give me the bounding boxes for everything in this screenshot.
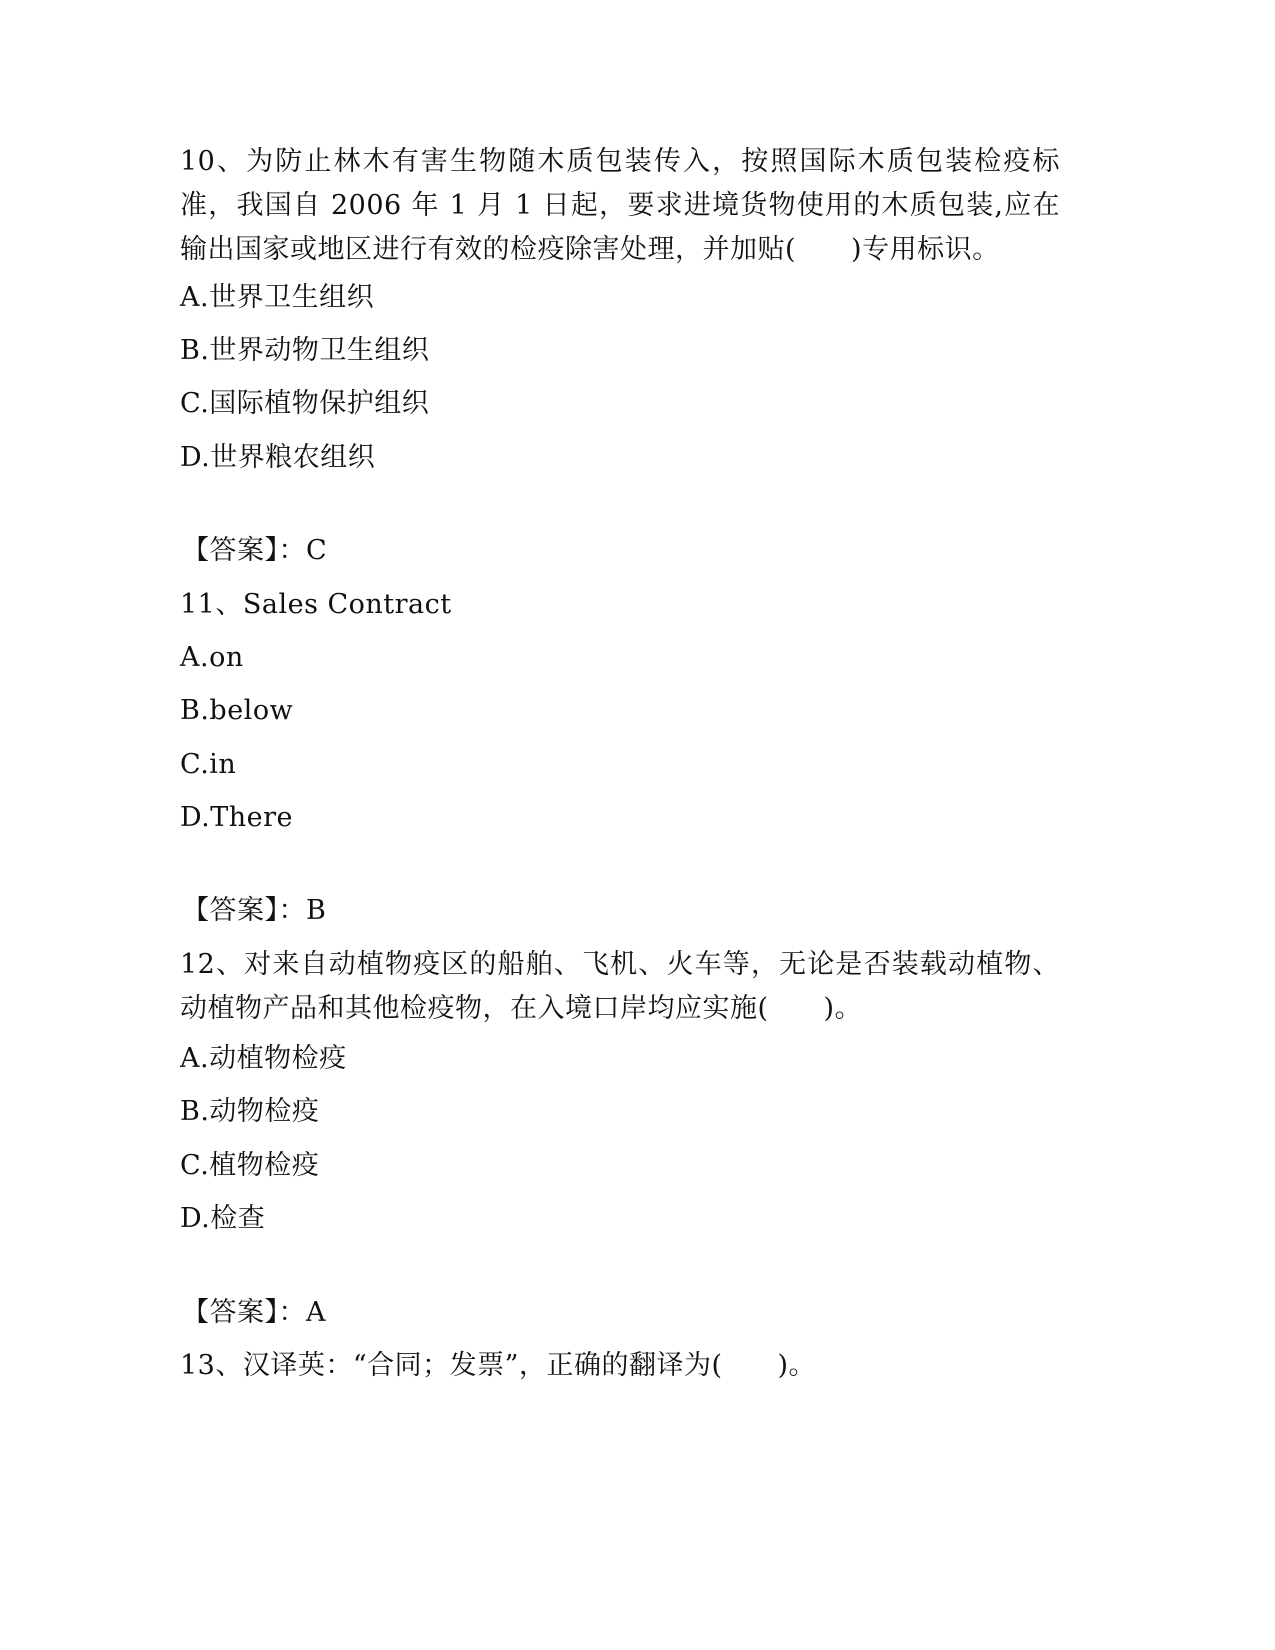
question-12-option-d: D.检查 [180,1203,266,1234]
question-10-answer: 【答案】：C [182,535,328,566]
question-13-stem: 13、汉译英：“合同；发票”，正确的翻译为( )。 [180,1350,817,1381]
question-11-stem: 11、Sales Contract [180,589,452,620]
question-11-option-d: D.There [180,802,294,833]
question-12-option-a: A.动植物检疫 [180,1043,347,1074]
question-12-option-c: C.植物检疫 [180,1150,320,1181]
question-10-option-b: B.世界动物卫生组织 [180,335,430,366]
question-12-stem: 12、对来自动植物疫区的船舶、飞机、火车等，无论是否装载动植物、动植物产品和其他检疫物，在入境口岸均应实施( )。 [180,949,1060,1024]
question-10-stem: 10、为防止林木有害生物随木质包装传入，按照国际木质包装检疫标准，我国自 2006 年 1 月 1 日起，要求进境货物使用的木质包装,应在输出国家或地区进行有效的检疫除害处理，并加贴( )专用标识。 [180,146,1060,265]
question-11-option-b: B.below [180,695,294,726]
question-12-answer: 【答案】：A [182,1297,326,1328]
question-10-option-c: C.国际植物保护组织 [180,388,430,419]
question-11-answer: 【答案】：B [182,895,327,926]
question-10-option-a: A.世界卫生组织 [180,282,375,313]
question-12-option-b: B.动物检疫 [180,1096,320,1127]
question-11-option-a: A.on [180,642,244,673]
question-10-option-d: D.世界粮农组织 [180,442,376,473]
question-11-option-c: C.in [180,749,237,780]
